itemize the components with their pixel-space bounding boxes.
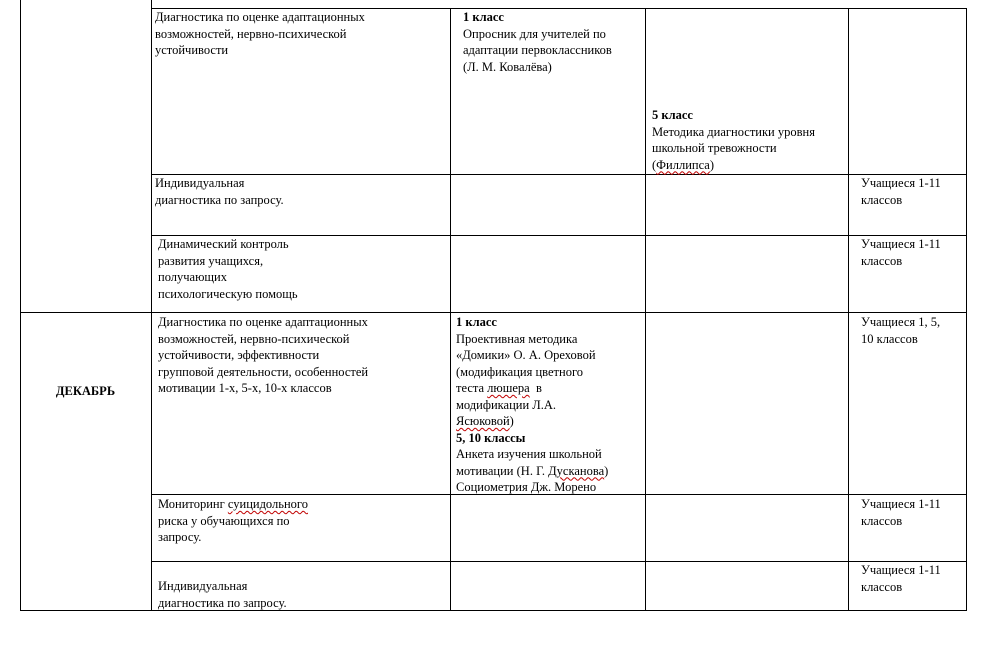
table-row-4-work xyxy=(158,314,368,397)
author-name: люшера xyxy=(487,381,530,395)
text-part: ) xyxy=(709,157,715,172)
text-part: в xyxy=(529,381,542,395)
cell-text: возможностей, нервно-психической xyxy=(158,331,350,346)
table-row-1-methods-5 xyxy=(652,107,815,173)
cell-text: развития учащихся, xyxy=(158,253,264,268)
cell-text: Учащиеся 1-11 xyxy=(861,497,941,511)
cell-text: Анкета изучения школьной xyxy=(456,447,602,461)
author-name: Ясюковой xyxy=(456,414,510,428)
cell-text: «Домики» О. А. Ореховой xyxy=(456,348,596,362)
text-part: Мониторинг xyxy=(158,497,228,511)
cell-text: классов xyxy=(861,253,903,268)
cell-text: групповой деятельности, особенностей xyxy=(158,364,369,379)
grid-line xyxy=(20,0,21,611)
cell-text: устойчивости xyxy=(155,43,229,57)
flagged-word: суицидольного xyxy=(227,497,308,511)
cell-text: Индивидуальная xyxy=(158,579,248,593)
grid-line xyxy=(151,561,967,562)
cell-text: диагностика по запросу. xyxy=(158,595,287,610)
grade-label: 5, 10 классы xyxy=(456,430,526,445)
table-row-1-work xyxy=(155,9,365,59)
table-row-3-work xyxy=(158,236,298,302)
cell-text: устойчивости, эффективности xyxy=(158,348,320,362)
cell-text: Учащиеся 1-11 xyxy=(861,563,941,577)
cell-text: 10 классов xyxy=(861,331,918,346)
month-label: ДЕКАБРЬ xyxy=(55,384,116,398)
cell-text: Учащиеся 1-11 xyxy=(861,237,941,251)
cell-text: мотивации 1-х, 5-х, 10-х классов xyxy=(158,381,332,395)
grid-line xyxy=(151,0,152,611)
cell-text: психологическую помощь xyxy=(158,286,298,301)
cell-text: Опросник для учителей по xyxy=(463,26,606,41)
cell-text xyxy=(456,413,608,430)
cell-text: адаптации первоклассников xyxy=(463,43,612,57)
grade-label: 5 класс xyxy=(652,108,693,122)
table-row-6-participants xyxy=(861,562,941,595)
grid-line xyxy=(450,8,451,611)
cell-text xyxy=(456,463,608,480)
text-part: ) xyxy=(509,414,514,428)
table-row-3-participants xyxy=(861,236,941,269)
cell-text: возможностей, нервно-психической xyxy=(155,26,347,41)
cell-text: модификации Л.А. xyxy=(456,397,557,412)
table-row-1-methods xyxy=(463,9,612,75)
cell-text: запросу. xyxy=(158,530,202,544)
grid-line xyxy=(645,8,646,611)
cell-text: Проективная методика xyxy=(456,331,578,346)
cell-text: Социометрия Дж. Морено xyxy=(456,480,597,494)
author-name: Филлипса xyxy=(656,157,710,172)
text-part: мотивации (Н. Г. xyxy=(456,463,549,478)
grid-line xyxy=(966,8,967,611)
cell-text: классов xyxy=(861,513,903,528)
cell-text xyxy=(158,496,308,513)
cell-text: диагностика по запросу. xyxy=(155,192,284,207)
cell-text: классов xyxy=(861,579,903,594)
grid-line xyxy=(848,8,849,611)
grade-label: 1 класс xyxy=(463,10,504,24)
table-row-5-participants xyxy=(861,496,941,529)
text-part: ( xyxy=(652,157,657,172)
cell-text: Учащиеся 1, 5, xyxy=(861,315,941,329)
table-row-4-participants xyxy=(861,314,940,347)
cell-text: Динамический контроль xyxy=(158,237,289,251)
cell-text: Диагностика по оценке адаптационных xyxy=(158,315,368,329)
cell-text: (модификация цветного xyxy=(456,364,584,379)
cell-text xyxy=(456,380,608,397)
text-part: теста xyxy=(456,381,488,395)
cell-text: Диагностика по оценке адаптационных xyxy=(155,10,365,24)
cell-text: получающих xyxy=(158,270,228,284)
table-row-2-participants xyxy=(861,175,941,208)
cell-text: (Л. М. Ковалёва) xyxy=(463,59,552,74)
cell-text: школьной тревожности xyxy=(652,141,777,155)
grid-line xyxy=(20,312,967,313)
cell-text: Методика диагностики уровня xyxy=(652,124,815,139)
table-row-4-methods xyxy=(456,314,608,496)
cell-text: классов xyxy=(861,192,903,207)
cell-text xyxy=(652,157,815,174)
grade-label: 1 класс xyxy=(456,315,497,329)
author-name: Дусканова xyxy=(548,463,605,478)
cell-text: риска у обучающихся по xyxy=(158,513,290,528)
table-row-6-work xyxy=(158,578,287,611)
cell-text: Индивидуальная xyxy=(155,176,245,190)
table-row-2-work xyxy=(155,175,284,208)
cell-text: Учащиеся 1-11 xyxy=(861,176,941,190)
text-part: ) xyxy=(604,463,609,478)
table-row-5-work xyxy=(158,496,308,546)
